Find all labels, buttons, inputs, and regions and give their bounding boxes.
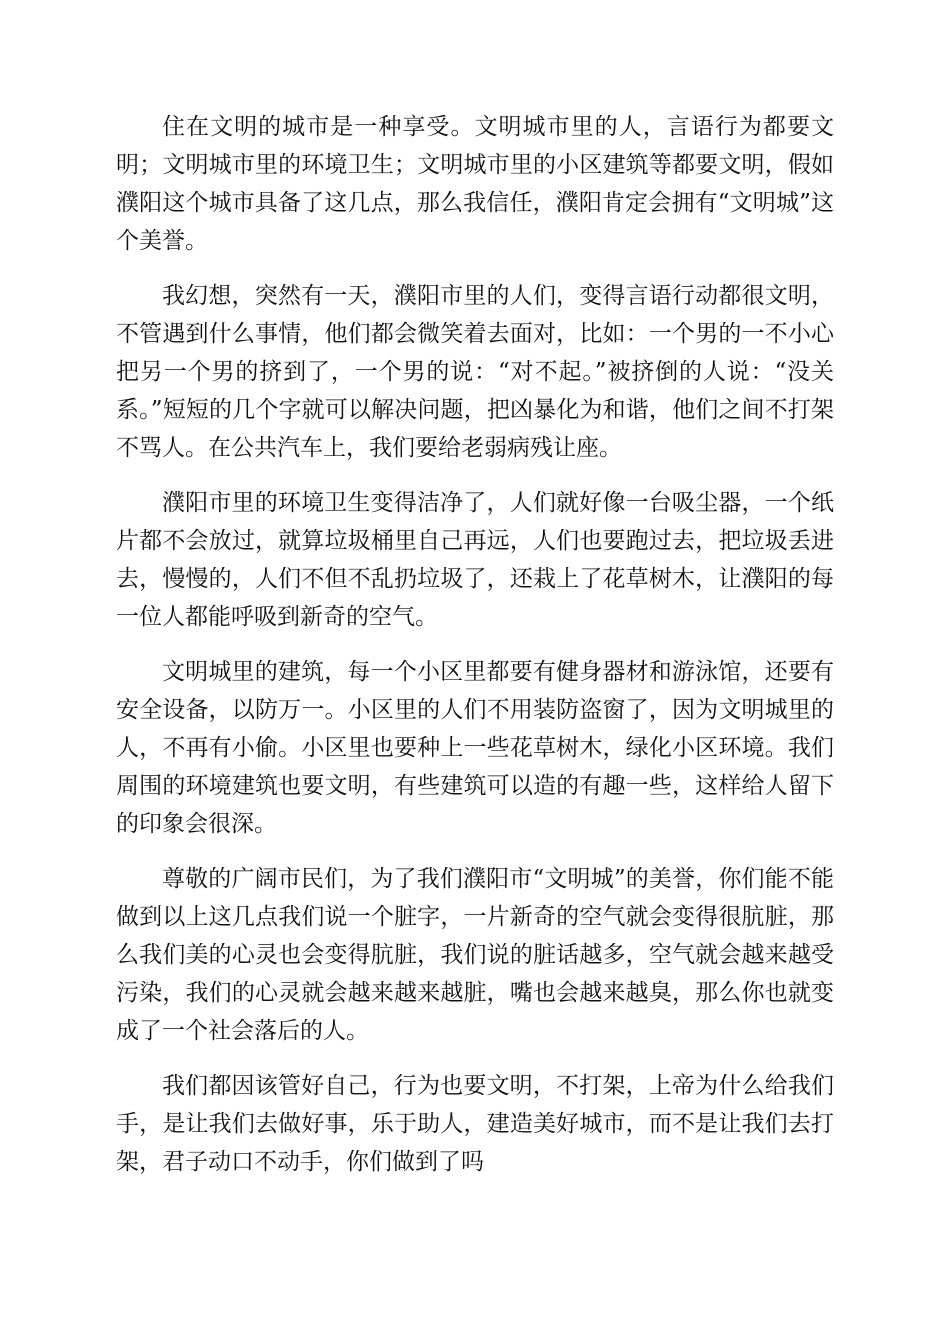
document-body [116, 108, 834, 1198]
paragraph-2: 我幻想，突然有一天，濮阳市里的人们，变得言语行动都很文明，不管遇到什么事情，他们都会微笑着去面对，比如：一个男的一不小心把另一个男的挤到了，一个男的说：“对不起。”被挤倒的人说：“没关系。”短短的几个字就可以解决问题，把凶暴化为和谐，他们之间不打架不骂人。在公共汽车上，我们要给老弱病残让座。 [116, 283, 834, 461]
paragraph-6: 我们都因该管好自己，行为也要文明，不打架，上帝为什么给我们手，是让我们去做好事，乐于助人，建造美好城市，而不是让我们去打架，君子动口不动手，你们做到了吗 [116, 1073, 834, 1175]
paragraph-1: 住在文明的城市是一种享受。文明城市里的人，言语行为都要文明；文明城市里的环境卫生；文明城市里的小区建筑等都要文明，假如濮阳这个城市具备了这几点，那么我信任，濮阳肯定会拥有“文明城”这个美誉。 [116, 114, 834, 254]
paragraph-4: 文明城里的建筑，每一个小区里都要有健身器材和游泳馆，还要有安全设备，以防万一。小区里的人们不用装防盗窗了，因为文明城里的人，不再有小偷。小区里也要种上一些花草树木，绿化小区环境。我们周围的环境建筑也要文明，有些建筑可以造的有趣一些，这样给人留下的印象会很深。 [116, 659, 834, 837]
paragraph-3: 濮阳市里的环境卫生变得洁净了，人们就好像一台吸尘器，一个纸片都不会放过，就算垃圾桶里自己再远，人们也要跑过去，把垃圾丢进去，慢慢的，人们不但不乱扔垃圾了，还栽上了花草树木，让濮阳的每一位人都能呼吸到新奇的空气。 [116, 490, 834, 630]
paragraph-5: 尊敬的广阔市民们，为了我们濮阳市“文明城”的美誉，你们能不能做到以上这几点我们说一个脏字，一片新奇的空气就会变得很肮脏，那么我们美的心灵也会变得肮脏，我们说的脏话越多，空气就会越来越受污染，我们的心灵就会越来越来越脏，嘴也会越来越臭，那么你也就变成了一个社会落后的人。 [116, 866, 834, 1044]
